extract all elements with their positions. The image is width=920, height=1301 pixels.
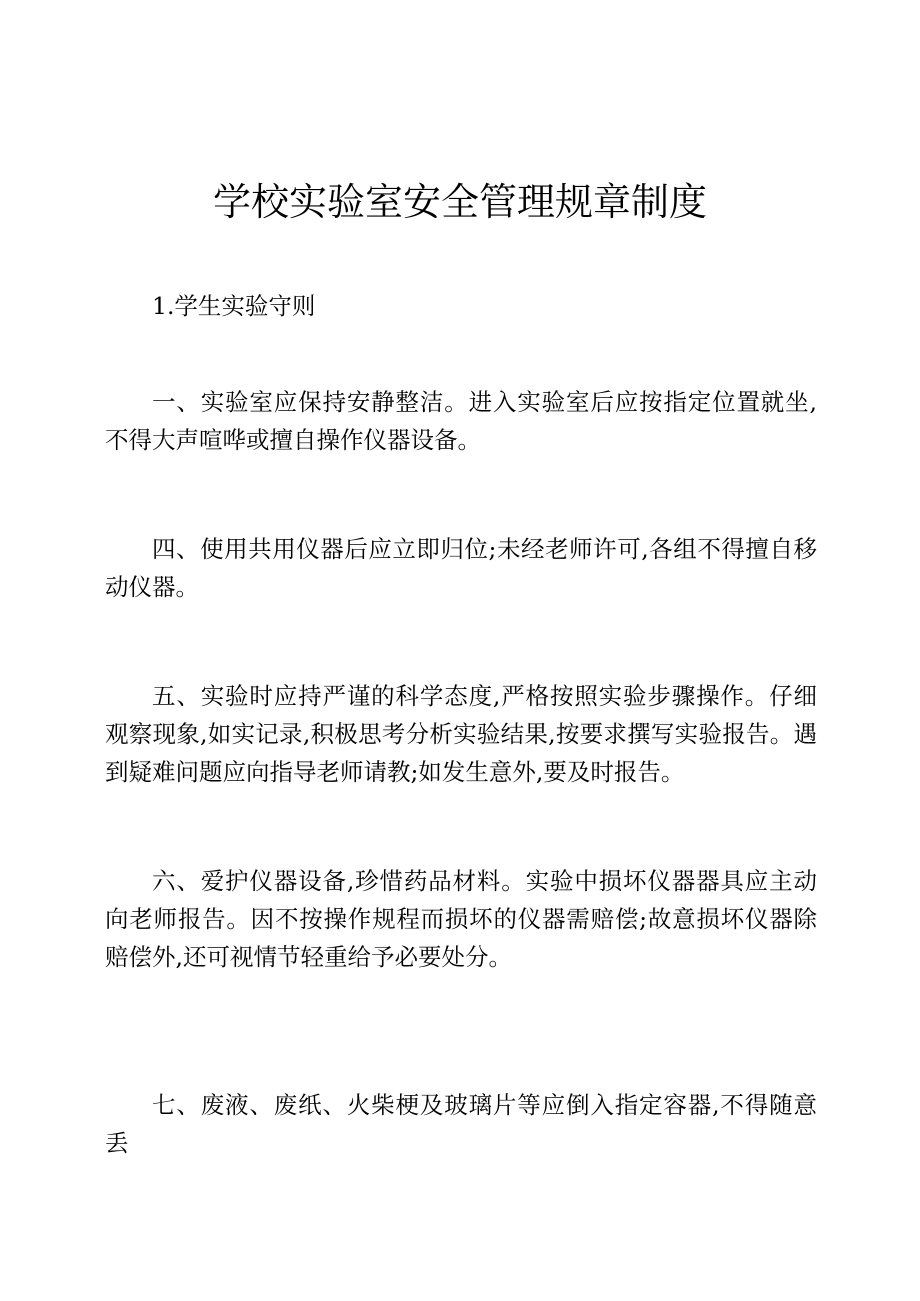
document-title: 学校实验室安全管理规章制度	[212, 180, 707, 224]
rule-paragraph: 五、实验时应持严谨的科学态度,严格按照实验步骤操作。仔细观察现象,如实记录,积极思考分析实验结果,按要求撰写实验报告。遇到疑难问题应向指导老师请教;如发生意外,要及时报告。	[105, 682, 817, 786]
rule-paragraph: 七、废液、废纸、火柴梗及玻璃片等应倒入指定容器,不得随意丢	[105, 1091, 817, 1157]
rule-paragraph: 四、使用共用仪器后应立即归位;未经老师许可,各组不得擅自移动仪器。	[105, 535, 817, 601]
rule-paragraph: 六、爱护仪器设备,珍惜药品材料。实验中损坏仪器器具应主动向老师报告。因不按操作规程而损坏的仪器需赔偿;故意损坏仪器除赔偿外,还可视情节轻重给予必要处分。	[105, 867, 817, 971]
section-heading: 1.学生实验守则	[152, 292, 316, 320]
rule-paragraph: 一、实验室应保持安静整洁。进入实验室后应按指定位置就坐,不得大声喧哗或擅自操作仪器设备。	[105, 388, 817, 454]
